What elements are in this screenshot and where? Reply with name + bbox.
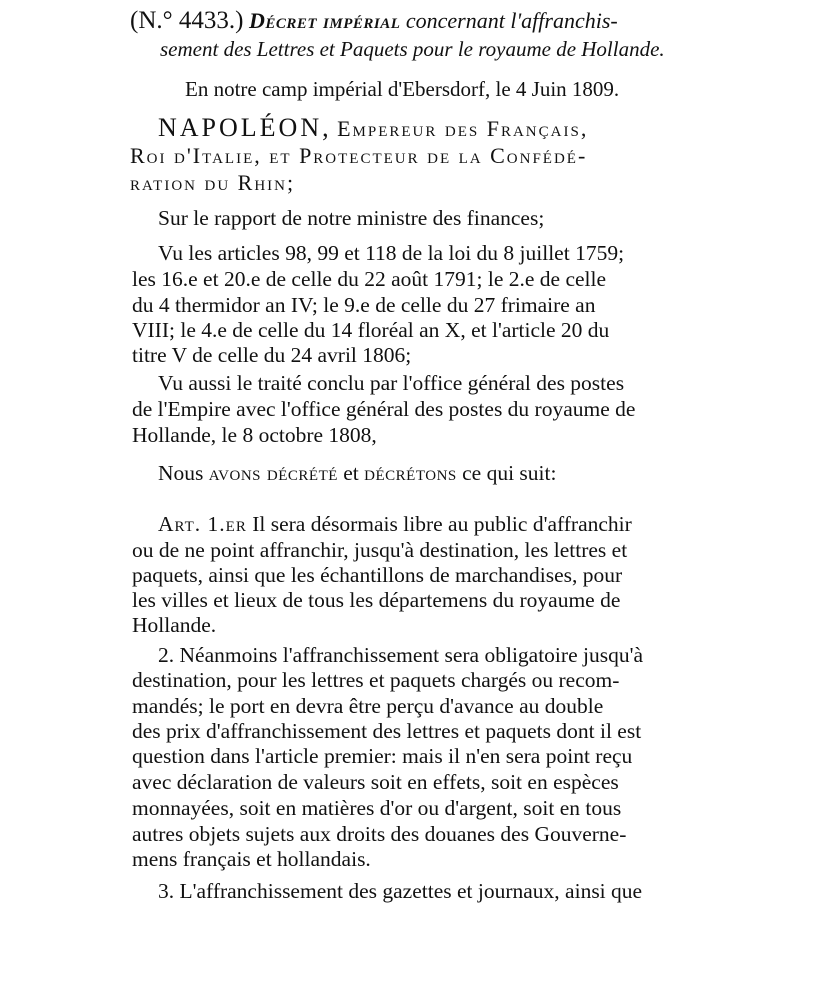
article-3-label: 3. xyxy=(158,879,175,903)
article-2-line: mens français et hollandais. xyxy=(132,847,371,871)
decree-suffix: ce qui suit: xyxy=(462,461,557,485)
decree-line xyxy=(158,460,556,486)
decree-title-smallcaps: Décret impérial xyxy=(248,8,401,33)
considerant-line: Vu les articles 98, 99 et 118 de la loi du 8 juillet 1759; xyxy=(158,241,625,265)
article-3-text: L'affranchissement des gazettes et journaux, ainsi que xyxy=(179,879,643,903)
article-2-line: mandés; le port en devra être perçu d'avance au double xyxy=(132,694,604,718)
considerant-line: Hollande, le 8 octobre 1808, xyxy=(132,423,377,447)
dateline: En notre camp impérial d'Ebersdorf, le 4 Juin 1809. xyxy=(185,77,620,101)
considerant-line: les 16.e et 20.e de celle du 22 août 1791; le 2.e de celle xyxy=(132,267,607,291)
considerant-finances: Sur le rapport de notre ministre des finances; xyxy=(158,206,545,230)
article-2-line: monnayées, soit en matières d'or ou d'argent, soit en tous xyxy=(132,796,622,820)
decree-title-rest: concernant l'affranchis- xyxy=(405,8,618,33)
article-2-line: question dans l'article premier: mais il n'en sera point reçu xyxy=(132,744,633,768)
header-line-2: sement des Lettres et Paquets pour le royaume de Hollande. xyxy=(160,37,665,61)
article-2-label: 2. xyxy=(158,643,175,667)
preamble-line-3: ration du Rhin; xyxy=(130,170,296,195)
article-2-line: autres objets sujets aux droits des douanes des Gouverne- xyxy=(132,822,627,846)
article-1-label: Art. 1.er xyxy=(158,512,247,536)
considerant-line: de l'Empire avec l'office général des postes du royaume de xyxy=(132,397,636,421)
preamble-line-2: Roi d'Italie, et Protecteur de la Confédé- xyxy=(130,143,588,168)
article-2-line: des prix d'affranchissement des lettres et paquets dont il est xyxy=(132,719,642,743)
considerant-line: titre V de celle du 24 avril 1806; xyxy=(132,343,412,367)
considerant-line: du 4 thermidor an IV; le 9.e de celle du 27 frimaire an xyxy=(132,293,596,317)
decree-decretons: décrétons xyxy=(364,461,457,485)
preamble-line-1 xyxy=(158,115,588,142)
article-1-line: les villes et lieux de tous les départemens du royaume de xyxy=(132,588,621,612)
decree-number: (N.° 4433.) xyxy=(130,7,244,34)
header-line-1 xyxy=(130,8,618,34)
article-1-line: Hollande. xyxy=(132,613,217,637)
article-2-text: Néanmoins l'affranchissement sera obligatoire jusqu'à xyxy=(179,643,643,667)
article-2-line: avec déclaration de valeurs soit en effets, soit en espèces xyxy=(132,770,619,794)
decree-prefix: Nous xyxy=(158,461,204,485)
article-2-line-1 xyxy=(158,642,643,668)
article-3-line-1 xyxy=(158,878,642,904)
article-2-line: destination, pour les lettres et paquets chargés ou recom- xyxy=(132,668,620,692)
emperor-title: Empereur des Français, xyxy=(337,116,589,141)
decree-avons: avons décrété xyxy=(208,461,338,485)
article-1-line: paquets, ainsi que les échantillons de marchandises, pour xyxy=(132,563,623,587)
article-1-line: ou de ne point affranchir, jusqu'à destination, les lettres et xyxy=(132,538,628,562)
article-1-text: Il sera désormais libre au public d'affranchir xyxy=(252,512,632,536)
considerant-line: Vu aussi le traité conclu par l'office général des postes xyxy=(158,371,625,395)
considerant-line: VIII; le 4.e de celle du 14 floréal an X, et l'article 20 du xyxy=(132,318,610,342)
decree-et: et xyxy=(343,461,359,485)
article-1-line-1 xyxy=(158,511,632,537)
emperor-name: NAPOLÉON, xyxy=(158,113,332,142)
